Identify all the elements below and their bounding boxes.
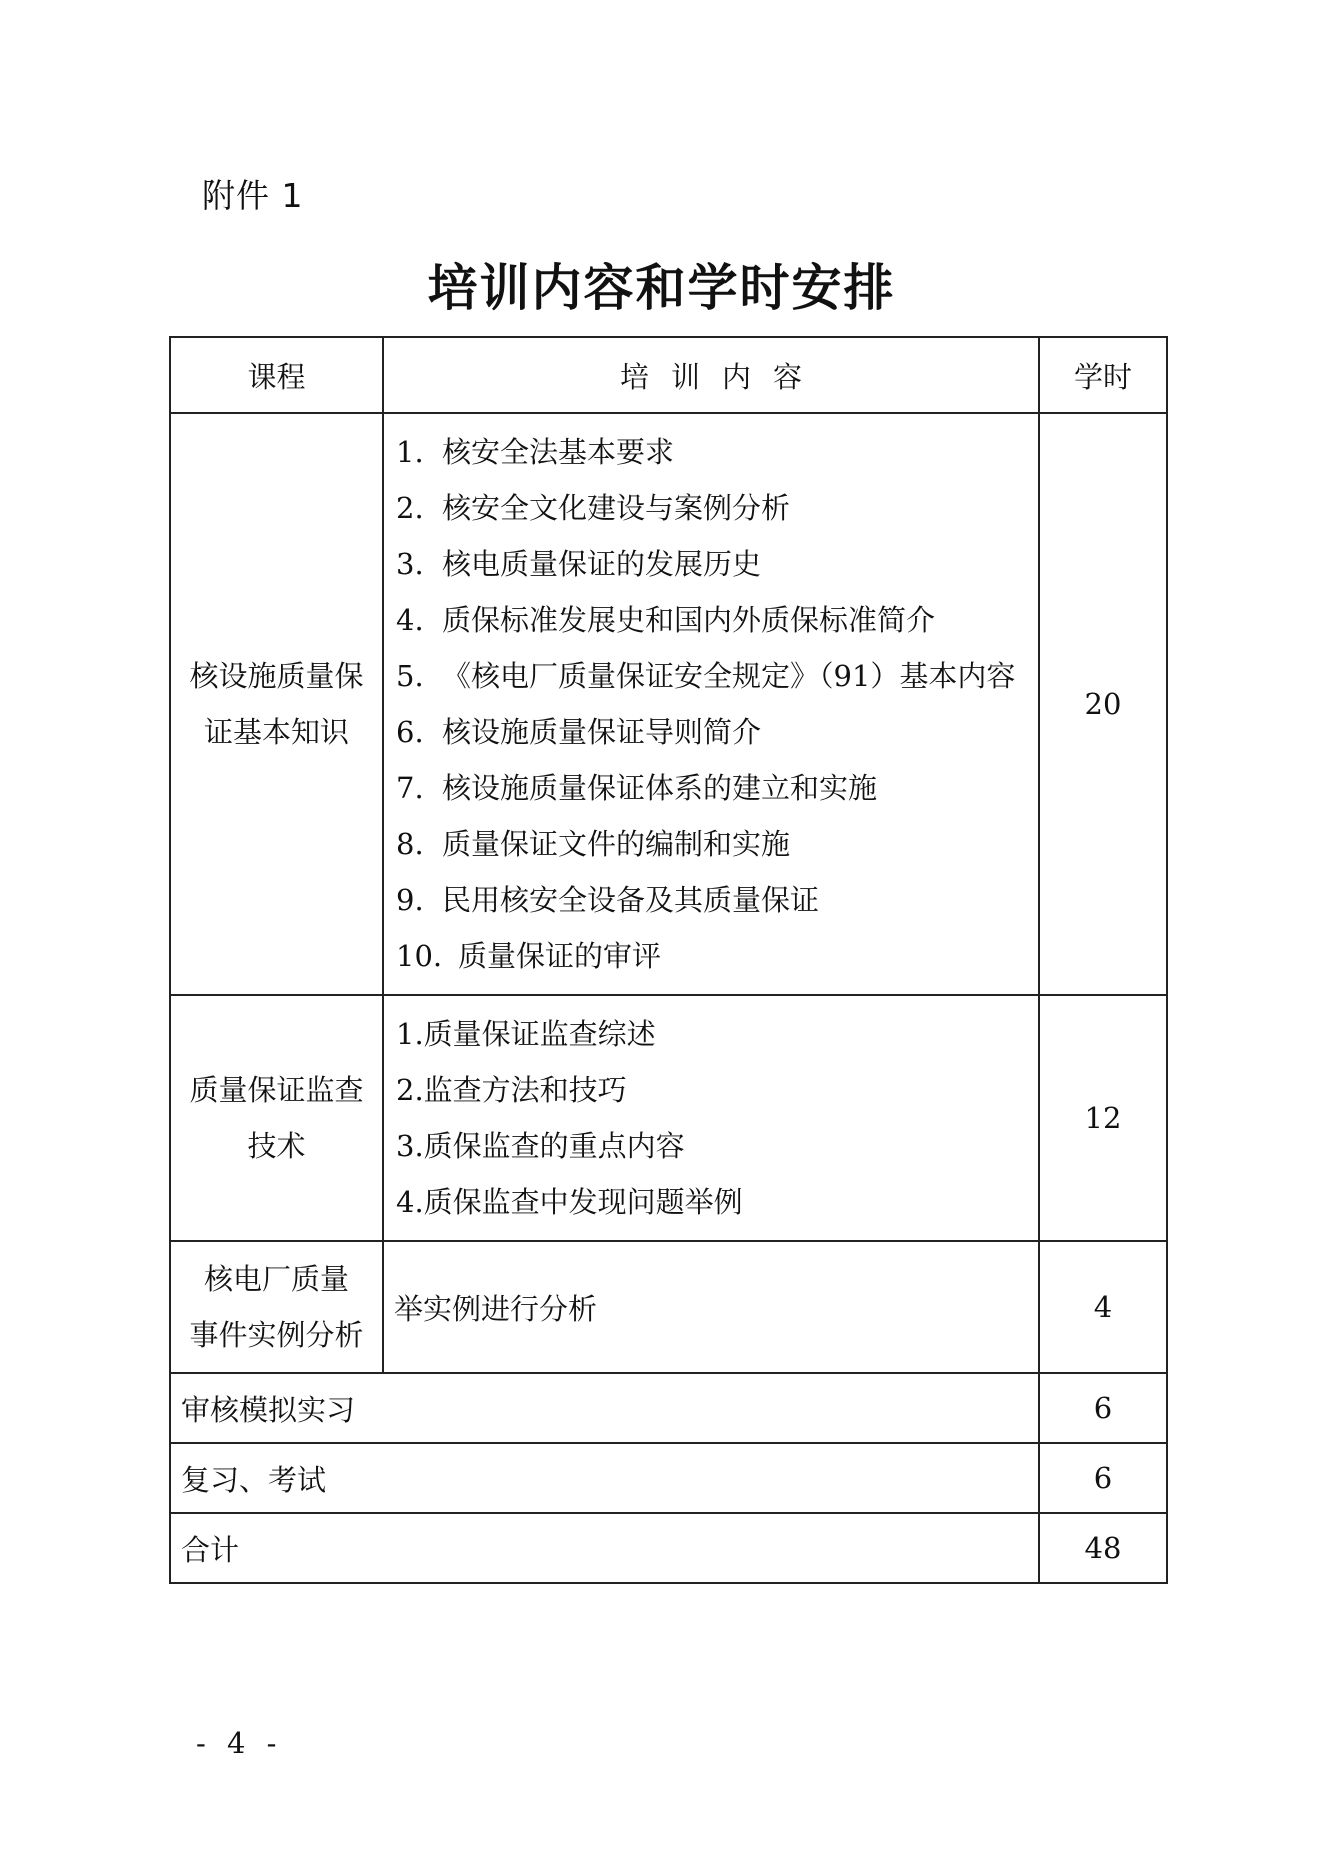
course-cell xyxy=(170,413,383,995)
list-item xyxy=(396,424,1028,480)
content-cell xyxy=(383,413,1039,995)
list-item xyxy=(396,872,1028,928)
hours-cell: 12 xyxy=(1039,995,1167,1241)
course-cell: 复习、考试 xyxy=(170,1443,1039,1513)
list-item xyxy=(396,1062,1028,1118)
item-number: 5. xyxy=(396,659,424,693)
item-text: 民用核安全设备及其质量保证 xyxy=(442,883,820,917)
item-text: 质量保证文件的编制和实施 xyxy=(442,827,791,861)
list-item xyxy=(396,760,1028,816)
attachment-label: 附件 1 xyxy=(202,176,304,215)
table-row xyxy=(170,1443,1167,1513)
list-item xyxy=(396,648,1028,704)
item-number: 4. xyxy=(396,1185,424,1219)
list-item xyxy=(396,480,1028,536)
hours-cell: 6 xyxy=(1039,1443,1167,1513)
list-item xyxy=(396,1174,1028,1230)
item-text: 核电质量保证的发展历史 xyxy=(442,547,762,581)
list-item xyxy=(396,536,1028,592)
table-row xyxy=(170,413,1167,995)
content-cell xyxy=(383,995,1039,1241)
list-item xyxy=(396,704,1028,760)
course-cell xyxy=(170,995,383,1241)
course-name-line: 证基本知识 xyxy=(203,715,349,749)
item-number: 4. xyxy=(396,603,424,637)
header-course: 课程 xyxy=(170,337,383,413)
item-number: 10. xyxy=(396,939,443,973)
list-item xyxy=(396,1006,1028,1062)
course-name-line: 事件实例分析 xyxy=(189,1318,364,1352)
item-text: 《核电厂质量保证安全规定》（91）基本内容 xyxy=(442,659,1016,693)
item-text: 质保监查的重点内容 xyxy=(423,1129,685,1163)
item-text: 质量保证监查综述 xyxy=(423,1017,656,1051)
item-text: 核安全文化建设与案例分析 xyxy=(442,491,791,525)
list-item xyxy=(396,816,1028,872)
item-text: 质量保证的审评 xyxy=(458,939,662,973)
item-text: 质保监查中发现问题举例 xyxy=(423,1185,743,1219)
page-number: - 4 - xyxy=(196,1726,283,1760)
document-title: 培训内容和学时安排 xyxy=(427,258,896,317)
total-hours-cell: 48 xyxy=(1039,1513,1167,1583)
table-row xyxy=(170,1373,1167,1443)
table-row-total xyxy=(170,1513,1167,1583)
item-number: 1. xyxy=(396,435,424,469)
hours-cell: 4 xyxy=(1039,1241,1167,1373)
item-number: 6. xyxy=(396,715,424,749)
course-name-line: 核设施质量保 xyxy=(189,659,364,693)
item-number: 3. xyxy=(396,547,424,581)
item-text: 核设施质量保证导则简介 xyxy=(442,715,762,749)
course-name-line: 技术 xyxy=(247,1129,306,1163)
list-item xyxy=(396,592,1028,648)
item-number: 2. xyxy=(396,491,424,525)
list-item xyxy=(396,1118,1028,1174)
item-text: 质保标准发展史和国内外质保标准简介 xyxy=(442,603,936,637)
course-cell xyxy=(170,1241,383,1373)
course-name-line: 核电厂质量 xyxy=(203,1262,349,1296)
header-hours: 学时 xyxy=(1039,337,1167,413)
hours-cell: 6 xyxy=(1039,1373,1167,1443)
table-header-row xyxy=(170,337,1167,413)
content-cell: 举实例进行分析 xyxy=(383,1241,1039,1373)
course-name-line: 质量保证监查 xyxy=(189,1073,364,1107)
item-text: 核安全法基本要求 xyxy=(442,435,675,469)
training-schedule-table xyxy=(169,336,1168,1584)
item-number: 3. xyxy=(396,1129,424,1163)
item-number: 9. xyxy=(396,883,424,917)
total-label-cell: 合计 xyxy=(170,1513,1039,1583)
item-number: 1. xyxy=(396,1017,424,1051)
table-row xyxy=(170,995,1167,1241)
item-number: 7. xyxy=(396,771,424,805)
course-cell: 审核模拟实习 xyxy=(170,1373,1039,1443)
item-number: 2. xyxy=(396,1073,424,1107)
item-text: 核设施质量保证体系的建立和实施 xyxy=(442,771,878,805)
item-number: 8. xyxy=(396,827,424,861)
list-item xyxy=(396,928,1028,984)
item-text: 监查方法和技巧 xyxy=(423,1073,627,1107)
header-content: 培训内容 xyxy=(383,337,1039,413)
table-row xyxy=(170,1241,1167,1373)
hours-cell: 20 xyxy=(1039,413,1167,995)
